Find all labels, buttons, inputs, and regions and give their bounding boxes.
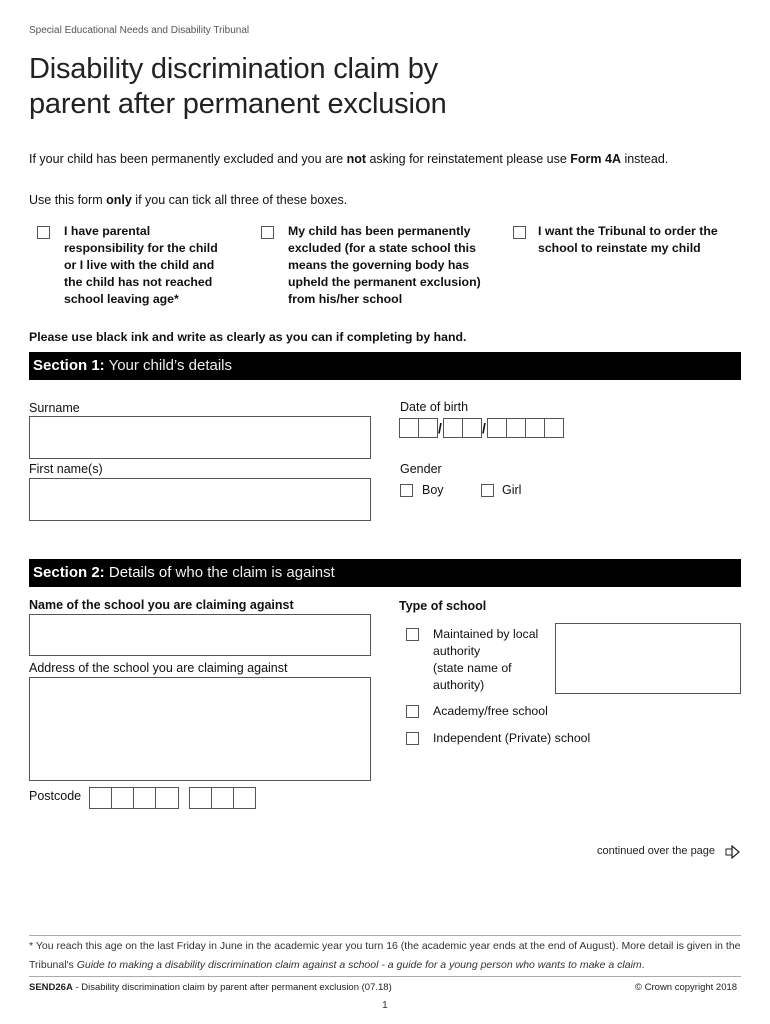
condition-line: school to reinstate my child	[538, 241, 701, 255]
section-1-title: Your child’s details	[104, 357, 232, 374]
type-local-authority-label	[433, 626, 538, 694]
dob-day-digit-1[interactable]	[399, 418, 419, 438]
arrow-right-icon	[725, 845, 741, 859]
form-code: SEND26A	[29, 982, 73, 993]
type-la-line: authority	[433, 644, 481, 658]
type-academy-checkbox[interactable]	[406, 705, 419, 718]
form-4a-reference: Form 4A	[570, 152, 621, 166]
title-line-2: parent after permanent exclusion	[29, 88, 447, 120]
condition-line: the child has not reached	[64, 275, 213, 289]
use-only-pre: Use this form	[29, 193, 107, 207]
footer-divider	[29, 976, 741, 977]
condition-line: responsibility for the child	[64, 241, 218, 255]
page-title	[29, 52, 447, 122]
gender-girl-checkbox[interactable]	[481, 484, 494, 497]
section-1-header	[29, 352, 741, 380]
condition-line: I want the Tribunal to order the	[538, 224, 718, 238]
intro-text	[29, 152, 668, 166]
dob-year-digit-4[interactable]	[544, 418, 564, 438]
intro-pre: If your child has been permanently excluded and you are	[29, 152, 347, 166]
school-name-input[interactable]	[29, 614, 371, 656]
surname-input[interactable]	[29, 416, 371, 459]
form-description: - Disability discrimination claim by parent after permanent exclusion (07.18)	[72, 982, 392, 993]
section-2-title-light: who the claim is against	[171, 564, 335, 581]
footnote	[29, 937, 741, 975]
condition-parental-responsibility	[64, 223, 218, 308]
condition-line: I have parental	[64, 224, 151, 238]
dob-separator: /	[438, 420, 442, 436]
type-la-line: (state name of	[433, 661, 512, 675]
footnote-guide-title: Guide to making a disability discrimination claim against a school - a guide for a young person who wants to make a claim	[76, 959, 642, 971]
dob-separator: /	[482, 420, 486, 436]
condition-line: My child has been permanently	[288, 224, 471, 238]
school-address-input[interactable]	[29, 677, 371, 781]
gender-girl-label: Girl	[502, 483, 522, 497]
dob-month-digit-1[interactable]	[443, 418, 463, 438]
postcode-char-6[interactable]	[211, 787, 234, 809]
dob-day-digit-2[interactable]	[418, 418, 438, 438]
form-reference	[29, 982, 392, 993]
section-1-number: Section 1:	[33, 357, 105, 374]
condition-line: or I live with the child and	[64, 258, 215, 272]
section-2-number: Section 2:	[33, 564, 105, 581]
type-la-line: authority)	[433, 678, 485, 692]
section-2-header	[29, 559, 741, 587]
dob-label: Date of birth	[400, 400, 469, 414]
intro-post: instead.	[620, 152, 669, 166]
postcode-char-7[interactable]	[233, 787, 256, 809]
postcode-char-1[interactable]	[89, 787, 112, 809]
dob-year-digit-1[interactable]	[487, 418, 507, 438]
condition-line: excluded (for a state school this	[288, 241, 476, 255]
first-name-label: First name(s)	[29, 462, 103, 476]
use-only-only: only	[106, 193, 132, 207]
surname-label: Surname	[29, 401, 80, 415]
condition-permanently-excluded	[288, 223, 481, 308]
page-number: 1	[382, 999, 388, 1011]
intro-mid: asking for reinstatement please use	[366, 152, 571, 166]
use-only-post: if you can tick all three of these boxes.	[131, 193, 348, 207]
type-la-line: Maintained by local	[433, 627, 539, 641]
gender-boy-checkbox[interactable]	[400, 484, 413, 497]
intro-not: not	[346, 152, 366, 166]
copyright: © Crown copyright 2018	[635, 982, 738, 993]
parental-responsibility-checkbox[interactable]	[37, 226, 50, 239]
condition-line: upheld the permanent exclusion)	[288, 275, 481, 289]
footnote-post: .	[641, 959, 645, 971]
school-address-label: Address of the school you are claiming against	[29, 661, 288, 675]
postcode-char-4[interactable]	[155, 787, 179, 809]
dob-year-digit-3[interactable]	[525, 418, 545, 438]
type-local-authority-checkbox[interactable]	[406, 628, 419, 641]
dob-month-digit-2[interactable]	[462, 418, 482, 438]
gender-label: Gender	[400, 462, 442, 476]
postcode-char-3[interactable]	[133, 787, 156, 809]
dob-year-digit-2[interactable]	[506, 418, 526, 438]
first-name-input[interactable]	[29, 478, 371, 521]
footnote-pre: * You reach this age on the last Friday in June in the academic year you turn 16 (the academic year ends at the end of August). More detail is given in the Tribunal's	[29, 940, 741, 971]
condition-line: means the governing body has	[288, 258, 470, 272]
continued-text: continued over the page	[597, 845, 716, 857]
postcode-char-5[interactable]	[189, 787, 212, 809]
school-name-label: Name of the school you are claiming against	[29, 598, 294, 612]
use-only-text	[29, 193, 347, 207]
title-line-1: Disability discrimination claim by	[29, 53, 438, 85]
type-academy-label: Academy/free school	[433, 704, 548, 718]
postcode-label: Postcode	[29, 789, 82, 803]
footnote-divider	[29, 935, 741, 936]
section-2-title-bold: Details of	[104, 564, 172, 581]
ink-instruction: Please use black ink and write as clearly as you can if completing by hand.	[29, 330, 467, 344]
local-authority-name-input[interactable]	[555, 623, 741, 694]
school-type-label: Type of school	[399, 599, 487, 613]
postcode-char-2[interactable]	[111, 787, 134, 809]
condition-reinstate	[538, 223, 718, 257]
condition-line: school leaving age*	[64, 292, 179, 306]
organisation-name: Special Educational Needs and Disability Tribunal	[29, 25, 250, 36]
type-independent-checkbox[interactable]	[406, 732, 419, 745]
condition-line: from his/her school	[288, 292, 403, 306]
gender-boy-label: Boy	[422, 483, 444, 497]
reinstate-checkbox[interactable]	[513, 226, 526, 239]
type-independent-label: Independent (Private) school	[433, 731, 591, 745]
permanently-excluded-checkbox[interactable]	[261, 226, 274, 239]
